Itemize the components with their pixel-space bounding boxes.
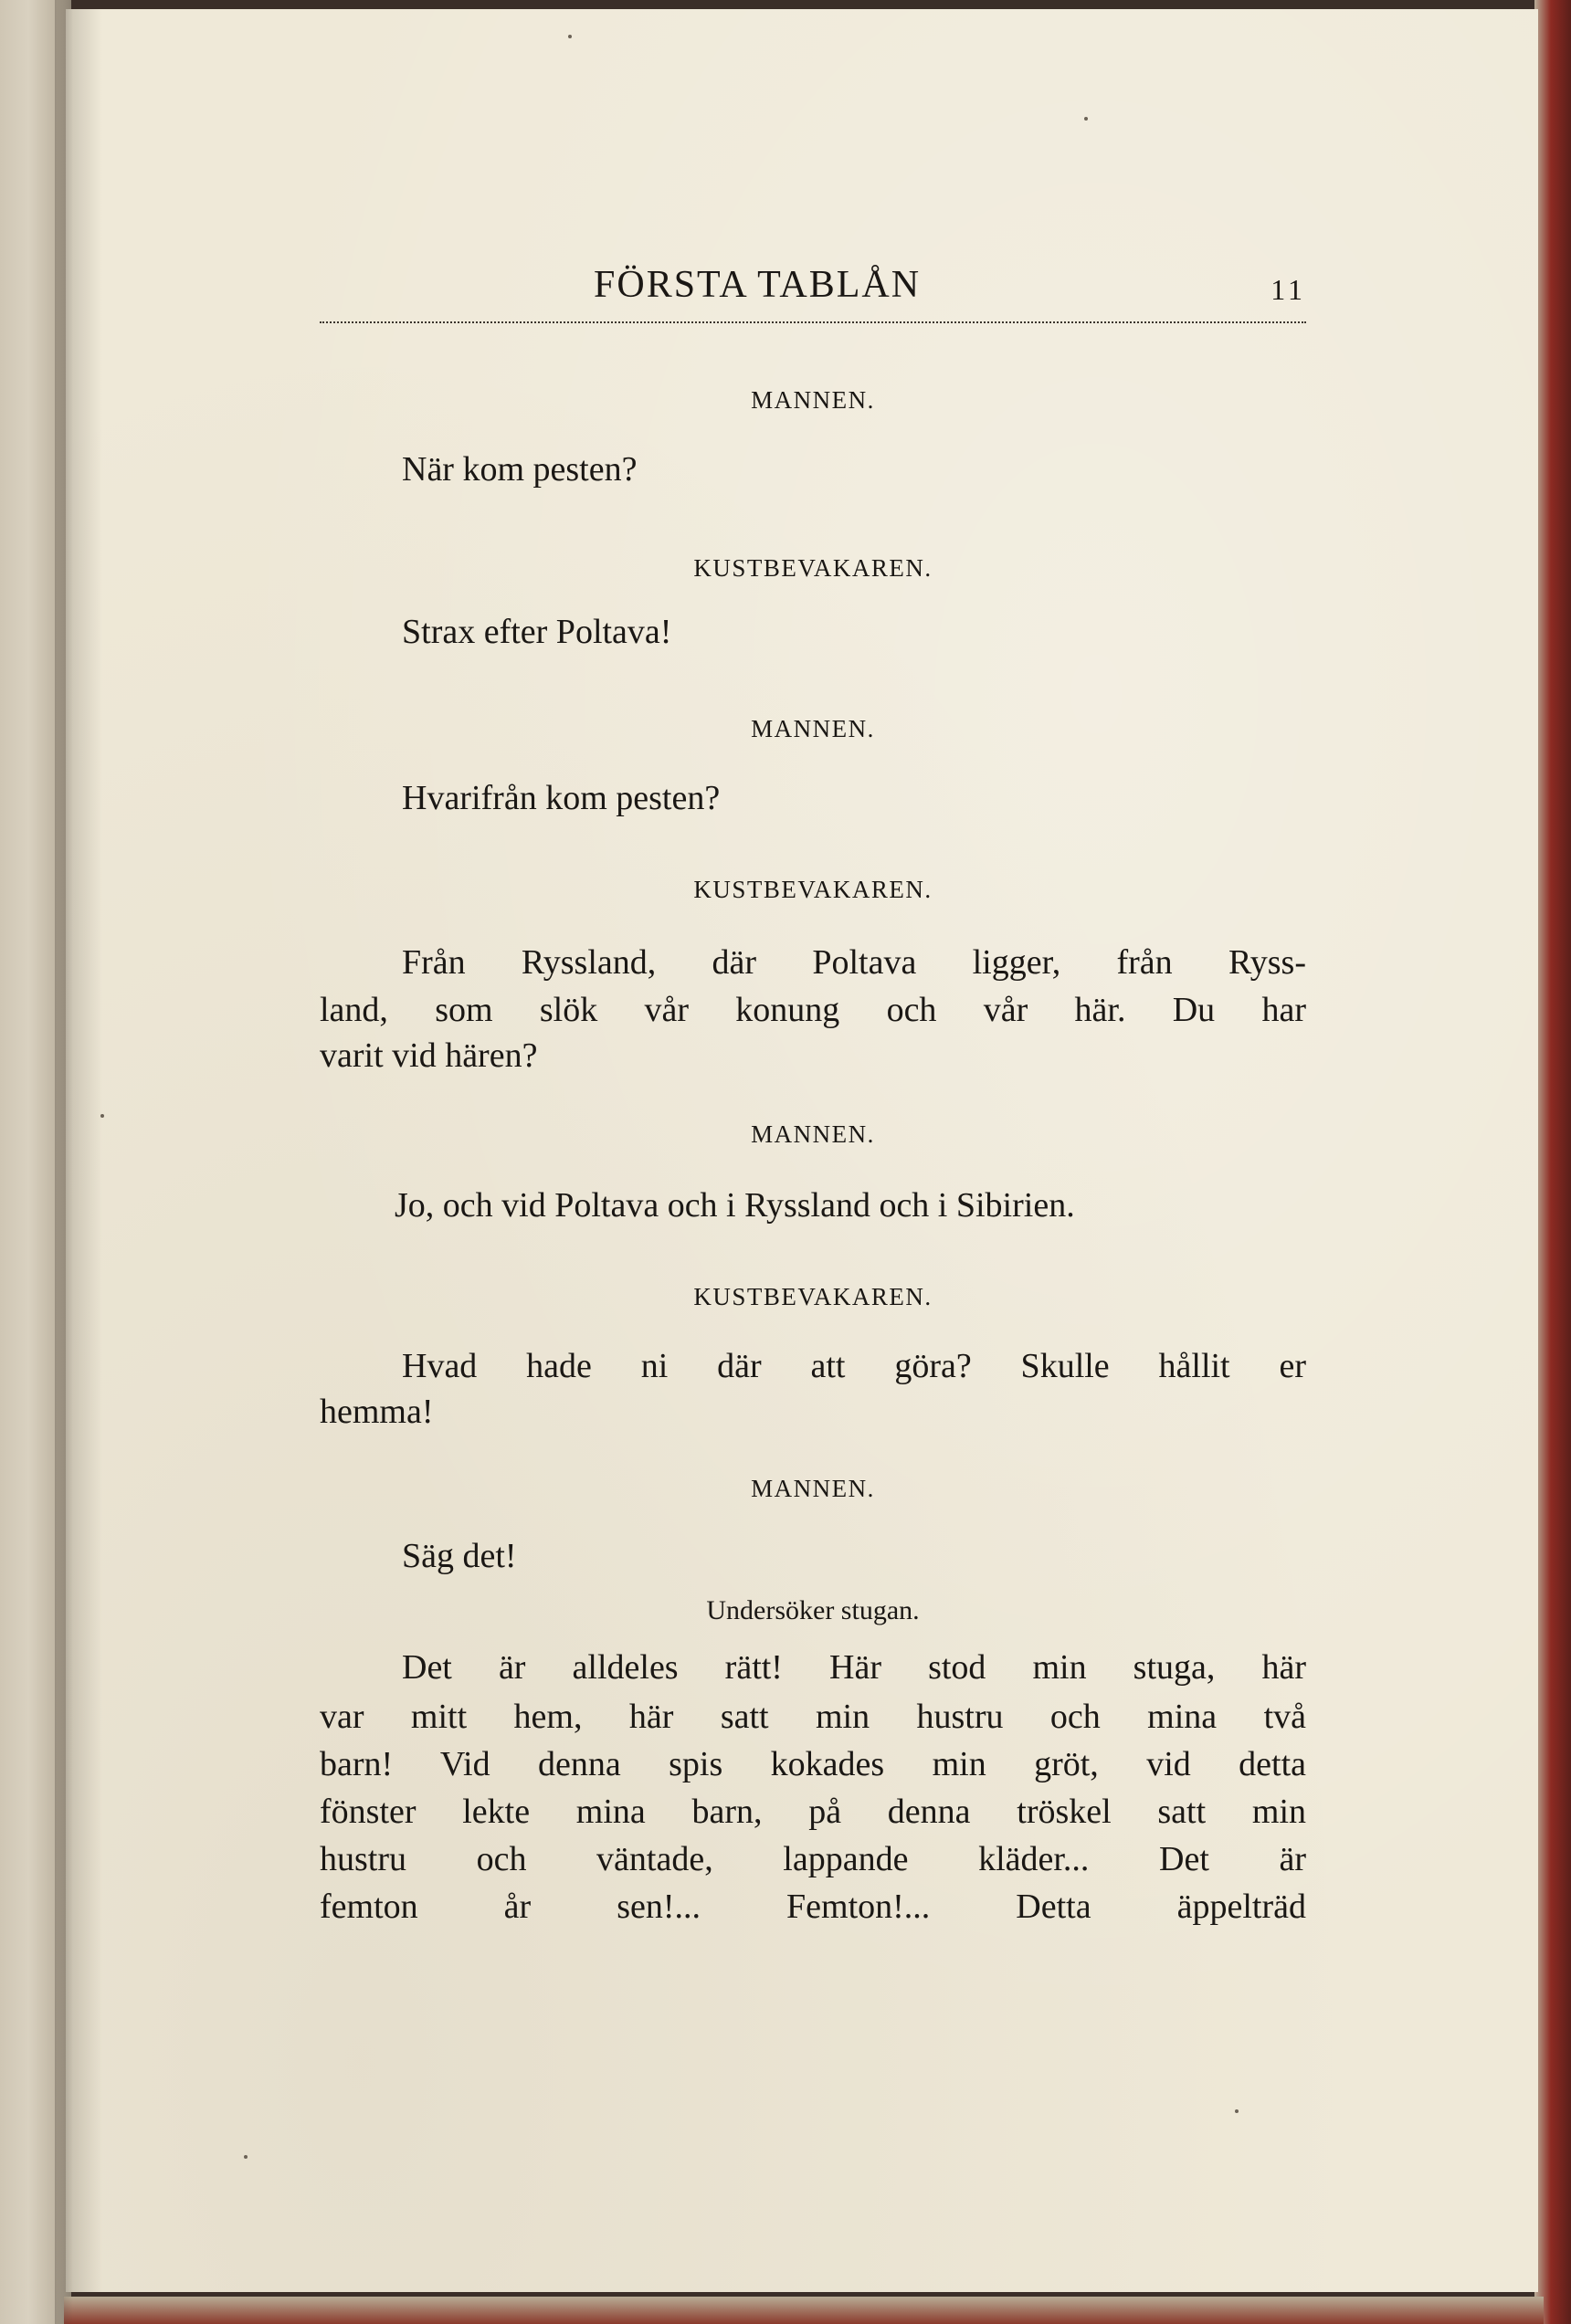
book-bottom-edge (64, 2297, 1544, 2324)
running-title: FÖRSTA TABLÅN (594, 264, 922, 306)
dialogue-line: Hvarifrån kom pesten? (402, 779, 721, 817)
speaker-label: KUSTBEVAKAREN. (693, 876, 933, 903)
book-page (66, 9, 1538, 2292)
paper-speck (244, 2155, 248, 2159)
dialogue-line: Jo, och vid Poltava och i Ryssland och i Sibirien. (395, 1186, 1075, 1225)
dialogue-line: var mitt hem, här satt min hustru och mina två (320, 1698, 1306, 1736)
paper-speck (1084, 117, 1088, 121)
speaker-label: KUSTBEVAKAREN. (693, 1283, 933, 1310)
speaker-label: MANNEN. (751, 715, 875, 742)
speaker-label: KUSTBEVAKAREN. (693, 554, 933, 582)
dialogue-line: femton år sen!... Femton!... Detta äppelträd (320, 1888, 1306, 1926)
speaker-label: MANNEN. (751, 1475, 875, 1502)
dialogue-line: Från Ryssland, där Poltava ligger, från Ryss- (402, 943, 1306, 982)
page-number: 11 (1271, 273, 1306, 306)
header-rule (320, 321, 1306, 323)
dialogue-line: Hvad hade ni där att göra? Skulle hållit er (402, 1347, 1306, 1385)
speaker-label: MANNEN. (751, 386, 875, 414)
dialogue-line: hustru och väntade, lappande kläder... Det är (320, 1840, 1306, 1878)
paper-speck (568, 35, 572, 38)
dialogue-line: land, som slök vår konung och vår här. Du har (320, 991, 1306, 1029)
dialogue-line: När kom pesten? (402, 450, 638, 489)
gutter-shadow (55, 0, 73, 2324)
stage-direction: Undersöker stugan. (706, 1595, 920, 1625)
dialogue-line: fönster lekte mina barn, på denna tröskel satt min (320, 1793, 1306, 1831)
book-cover-edge (1534, 0, 1571, 2324)
paper-speck (1235, 2109, 1239, 2113)
dialogue-line: Säg det! (402, 1537, 517, 1575)
dialogue-line: Strax efter Poltava! (402, 613, 672, 651)
running-head (320, 258, 1306, 312)
dialogue-line: varit vid hären? (320, 1036, 538, 1075)
dialogue-line: Det är alldeles rätt! Här stod min stuga, här (402, 1648, 1306, 1687)
speaker-label: MANNEN. (751, 1120, 875, 1148)
dialogue-line: barn! Vid denna spis kokades min gröt, vid detta (320, 1745, 1306, 1783)
dialogue-line: hemma! (320, 1393, 434, 1431)
